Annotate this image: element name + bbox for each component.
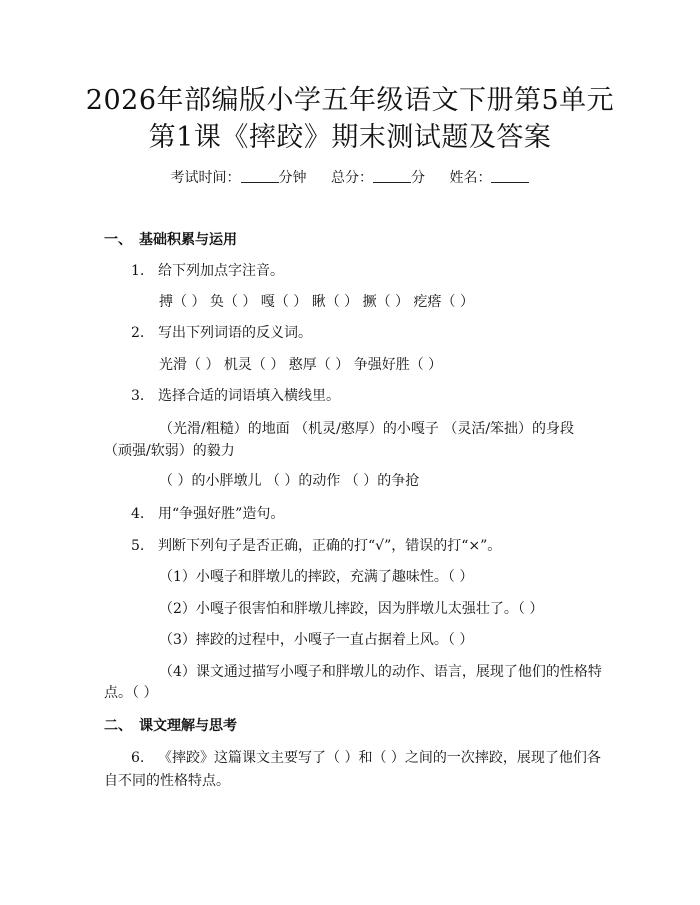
section-title: 基础积累与运用 — [139, 232, 237, 248]
question-5-item-1: （1）小嘎子和胖墩儿的摔跤，充满了趣味性。（ ） — [159, 569, 474, 585]
question-5-item-3: （3）摔跤的过程中，小嘎子一直占据着上风。（ ） — [159, 632, 474, 648]
section-number: 一、 — [104, 232, 132, 248]
exam-info — [0, 167, 700, 189]
question-6 — [131, 747, 601, 769]
question-5 — [131, 535, 501, 557]
exam-time-field — [171, 167, 307, 189]
question-3-content-b: （顽强/软弱）的毅力 — [104, 443, 235, 459]
exam-name-blank — [491, 168, 529, 183]
question-1-content: 搏（ ） 奂（ ） 嘎（ ） 瞅（ ） 撅（ ） 疙瘩（ ） — [159, 294, 474, 310]
exam-name-field — [449, 167, 529, 189]
section-title: 课文理解与思考 — [139, 718, 237, 734]
question-3-content-a: （光滑/粗糙）的地面 （机灵/憨厚）的小嘎子 （灵活/笨拙）的身段 — [159, 421, 575, 437]
question-number: 5. — [131, 538, 145, 554]
page-title-line2: 第1课《摔跤》期末测试题及答案 — [148, 122, 552, 153]
question-number: 6. — [131, 750, 145, 766]
exam-score-unit: 分 — [411, 170, 425, 186]
question-text: 选择合适的词语填入横线里。 — [158, 388, 340, 404]
question-text: 《摔跤》这篇课文主要写了（ ）和（ ）之间的一次摔跤，展现了他们各 — [158, 750, 601, 766]
section-heading-2 — [104, 715, 237, 737]
exam-score-label: 总分： — [331, 170, 373, 186]
question-number: 2. — [131, 325, 145, 341]
question-3-content-c: （ ）的小胖墩儿 （ ）的动作 （ ）的争抢 — [159, 473, 420, 489]
question-number: 4. — [131, 506, 145, 522]
question-3 — [131, 385, 340, 407]
section-number: 二、 — [104, 718, 132, 734]
question-number: 3. — [131, 388, 145, 404]
question-4 — [131, 503, 284, 525]
exam-score-blank — [373, 168, 411, 183]
question-2 — [131, 322, 312, 344]
exam-name-label: 姓名： — [449, 170, 492, 186]
question-number: 1. — [131, 263, 145, 279]
page-title-line1: 2026年部编版小学五年级语文下册第5单元 — [85, 85, 615, 116]
question-1 — [131, 260, 284, 282]
exam-time-unit: 分钟 — [278, 170, 307, 186]
question-text: 用“争强好胜”造句。 — [158, 506, 285, 522]
question-5-item-4: （4）课文通过描写小嘎子和胖墩儿的动作、语言，展现了他们的性格特 — [159, 664, 602, 680]
question-6-cont: 自不同的性格特点。 — [104, 773, 230, 789]
question-text: 给下列加点字注音。 — [158, 263, 284, 279]
question-5-item-2: （2）小嘎子很害怕和胖墩儿摔跤，因为胖墩儿太强壮了。（ ） — [159, 601, 544, 617]
exam-time-blank — [241, 168, 279, 183]
question-5-item-4-cont: 点。（ ） — [104, 685, 158, 701]
question-2-content: 光滑（ ） 机灵（ ） 憨厚（ ） 争强好胜（ ） — [159, 357, 443, 373]
exam-time-label: 考试时间： — [170, 170, 241, 186]
exam-score-field — [331, 167, 425, 189]
question-text: 判断下列句子是否正确，正确的打“√”，错误的打“×”。 — [158, 538, 502, 554]
section-heading-1 — [104, 229, 237, 251]
question-text: 写出下列词语的反义词。 — [158, 325, 312, 341]
